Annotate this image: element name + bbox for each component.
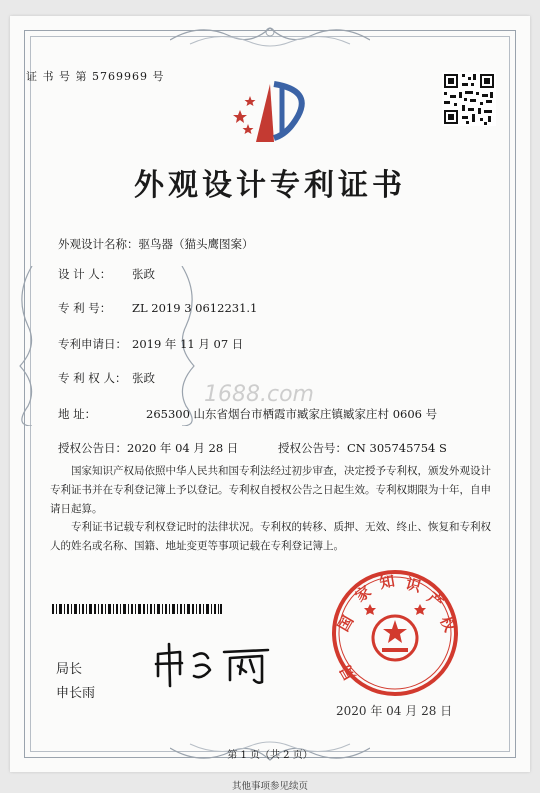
director-title: 局长 [56,662,83,677]
field-patentee [58,370,155,386]
field-value: 张政 [132,371,155,385]
barcode [52,604,222,614]
watermark: 1688.com [204,382,314,407]
body-paragraph: 国家知识产权局依照中华人民共和国专利法经过初步审查，决定授予专利权，颁发外观设计专利证书并在专利登记簿上予以登记。专利权自授权公告之日起生效。专利权期限为十年，自申请日起算。 [50,465,491,515]
field-designer [58,266,155,282]
director-name: 申长雨 [56,686,96,701]
field-label: 设 计 人： [58,267,112,281]
field-label: 地 址： [58,407,97,421]
certificate-title: 外观设计专利证书 [134,168,406,203]
certificate-number: 证 书 号 第 5769969 号 [26,70,165,83]
cnipa-emblem-icon [226,76,316,146]
svg-text:知: 知 [378,571,397,593]
handwritten-signature [150,640,280,690]
svg-text:局: 局 [336,661,360,684]
announcement-date [58,440,238,456]
svg-text:权: 权 [436,613,459,635]
svg-text:家: 家 [351,582,375,606]
field-application-date [58,336,243,352]
field-value: CN 305745754 S [347,441,447,455]
official-seal [330,568,460,698]
field-label: 外观设计名称： [58,237,139,251]
body-paragraph: 专利证书记载专利权登记时的法律状况。专利权的转移、质押、无效、终止、恢复和专利权人的姓名或名称、国籍、地址变更等事项记载在专利登记簿上。 [50,521,491,552]
page-number: 第 1 页（共 2 页） [227,750,313,761]
field-design-name [58,236,254,252]
seal-date: 2020 年 04 月 28 日 [336,704,453,718]
svg-text:识: 识 [403,574,423,596]
svg-text:产: 产 [423,588,447,612]
field-value: 2019 年 11 月 07 日 [132,337,244,351]
field-label: 授权公告日： [58,441,127,455]
field-label: 专利申请日： [58,337,127,351]
field-label: 专 利 号： [58,301,112,315]
svg-text:国: 国 [334,612,358,635]
field-value: 张政 [132,267,155,281]
field-patent-number [58,300,257,316]
field-value: ZL 2019 3 0612231.1 [132,301,258,315]
field-value: 驱鸟器（猫头鹰图案） [138,237,254,251]
field-value: 265300 山东省烟台市栖霞市臧家庄镇臧家庄村 0606 号 [146,407,438,421]
field-value: 2020 年 04 月 28 日 [127,441,239,455]
field-label: 授权公告号： [278,441,347,455]
announcement-number [278,440,447,456]
left-ornament [12,266,44,426]
field-address [58,406,437,422]
qr-code [442,72,496,126]
top-ornament [170,20,370,52]
footer-note: 其他事项参见续页 [231,781,308,792]
field-label: 专 利 权 人： [58,371,127,385]
